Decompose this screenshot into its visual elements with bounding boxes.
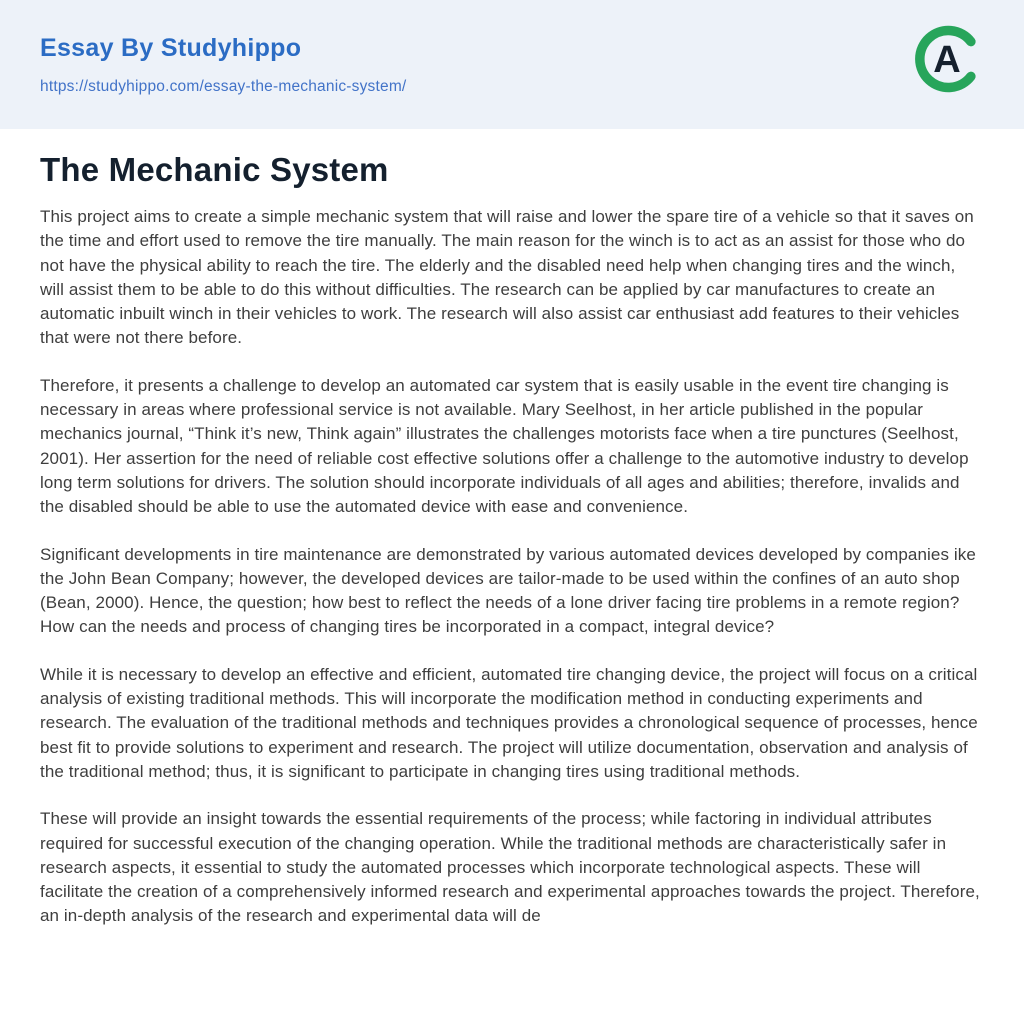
studyhippo-logo-icon	[912, 22, 986, 96]
essay-paragraph-3: Significant developments in tire maintenance are demonstrated by various automated devices developed by companies ike the John Bean Company; however, the developed devices are tailor-made to be used within the confines of an auto shop (Bean, 2000). Hence, the question; how best to reflect the needs of a lone driver facing tire problems in a remote region? How can the needs and process of changing tires be incorporated in a compact, integral device?	[40, 544, 976, 637]
essay-paragraph-1: This project aims to create a simple mechanic system that will raise and lower the spare tire of a vehicle so that it saves on the time and effort used to remove the tire manually. The main reason for the winch is to act as an assist for those who do not have the physical ability to reach the tire. The elderly and the disabled need help when changing tires and the winch, will assist them to be able to do this without difficulties. The research can be applied by car manufactures to create an automatic inbuilt winch in their vehicles to work. The research will also assist car enthusiast add features to their vehicles that were not there before.	[40, 207, 974, 348]
site-title: Essay By Studyhippo	[40, 34, 302, 62]
source-url-link[interactable]: https://studyhippo.com/essay-the-mechanic-system/	[40, 78, 407, 95]
essay-paragraph-5: These will provide an insight towards the essential requirements of the process; while factoring in individual attributes required for successful execution of the changing operation. While the traditional methods are characteristically safer in research aspects, it essential to study the automated processes which incorporate technological aspects. These will facilitate the creation of a comprehensively informed research and experimental approaches towards the project. Therefore, an in-depth analysis of the research and experimental data will de	[40, 809, 980, 926]
essay-paragraph-4: While it is necessary to develop an effective and efficient, automated tire changing device, the project will focus on a critical analysis of existing traditional methods. This will incorporate the modification method in conducting experiments and research. The evaluation of the traditional methods and techniques provides a chronological sequence of processes, hence best fit to provide solutions to experiment and research. The project will utilize documentation, observation and analysis of the traditional method; thus, it is significant to participate in changing tires using traditional methods.	[40, 664, 978, 781]
essay-content	[0, 129, 1024, 929]
header-text-block	[40, 34, 406, 96]
logo-letter: A	[933, 39, 961, 81]
page-title: The Mechanic System	[40, 151, 389, 188]
page-header	[0, 0, 1024, 129]
essay-paragraph-2: Therefore, it presents a challenge to develop an automated car system that is easily usable in the event tire changing is necessary in areas where professional service is not available. Mary Seelhost, in her article published in the popular mechanics journal, “Think it’s new, Think again” illustrates the challenges motorists face when a tire punctures (Seelhost, 2001). Her assertion for the need of reliable cost effective solutions offer a challenge to the automotive industry to develop long term solutions for drivers. The solution should incorporate individuals of all ages and abilities; therefore, invalids and the disabled should be able to use the automated device with ease and convenience.	[40, 375, 969, 517]
